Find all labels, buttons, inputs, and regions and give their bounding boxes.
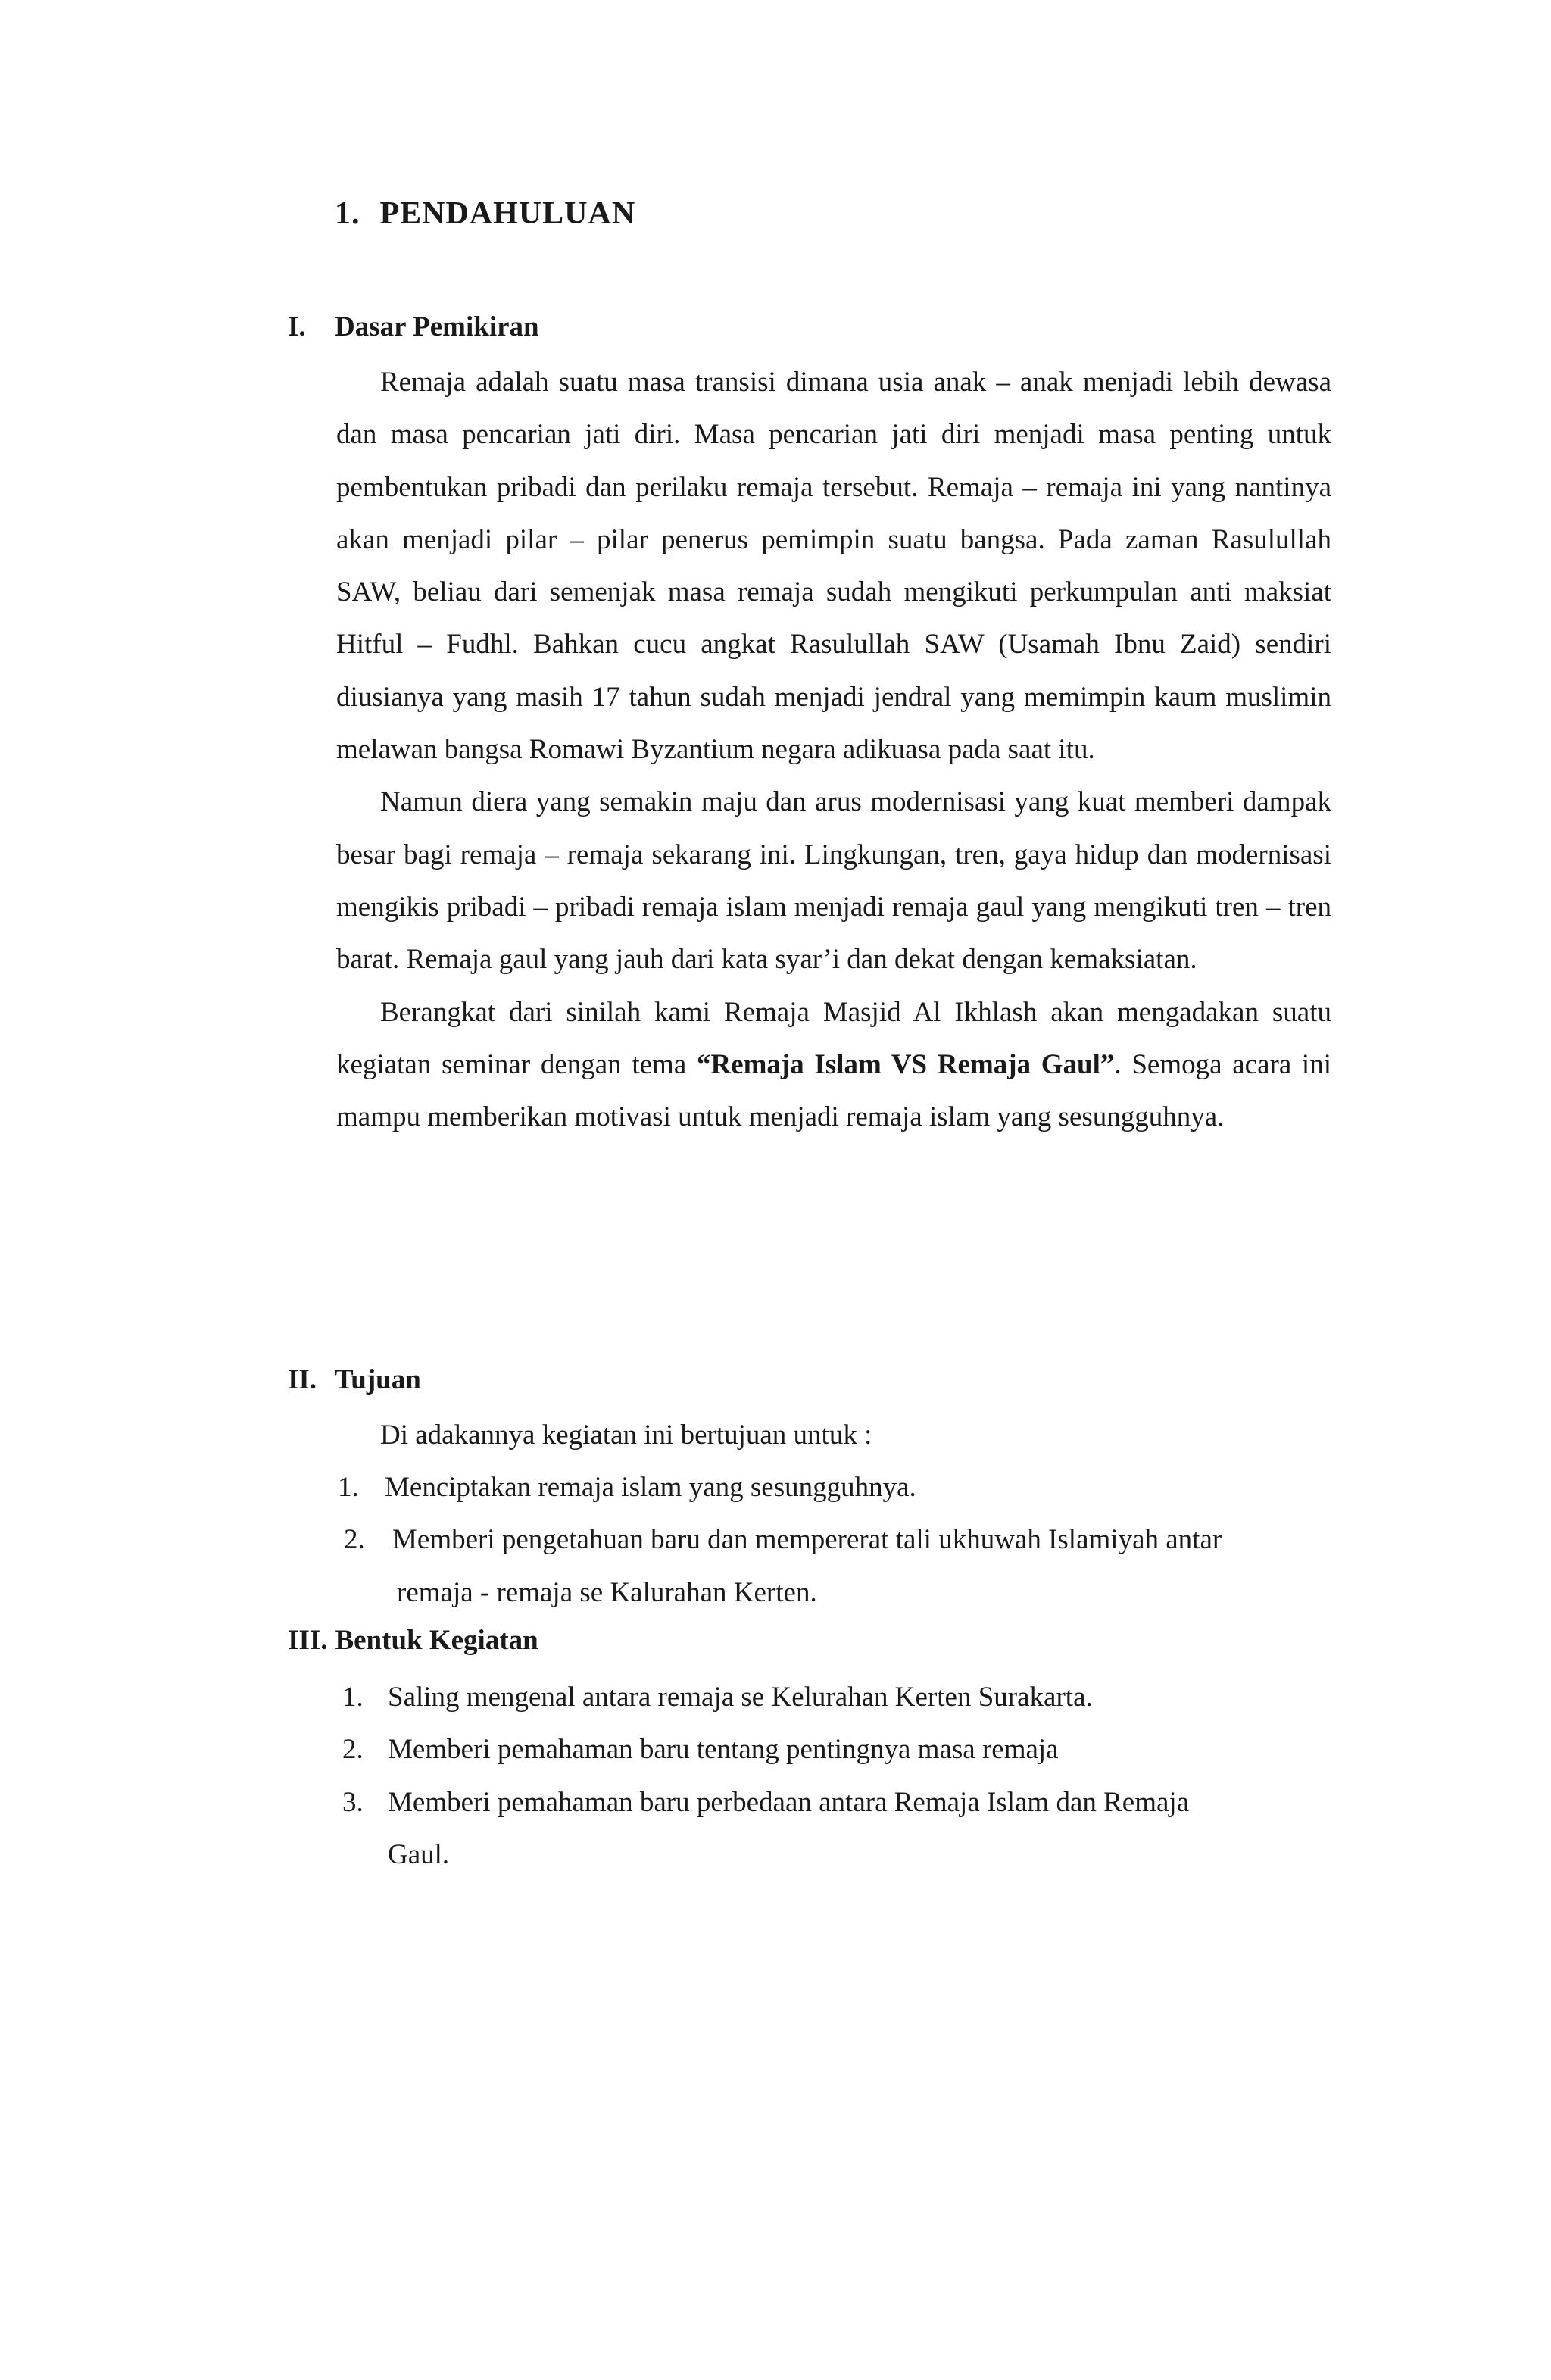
- list-item-text: Memberi pengetahuan baru dan mempererat tali ukhuwah Islamiyah antar: [392, 1524, 1222, 1556]
- list-item: [338, 1461, 1222, 1513]
- paragraph: Namun diera yang semakin maju dan arus modernisasi yang kuat memberi dampak besar bagi remaja – remaja sekarang ini. Lingkungan, tren, gaya hidup dan modernisasi mengikis pribadi – pribadi remaja islam menjadi remaja gaul yang mengikuti tren – tren barat. Remaja gaul yang jauh dari kata syar’i dan dekat dengan kemaksiatan.: [336, 786, 1331, 976]
- section-heading-dasar-pemikiran: [288, 311, 539, 343]
- seminar-theme: “Remaja Islam VS Remaja Gaul”: [696, 1048, 1115, 1080]
- list-item-text: Gaul.: [388, 1838, 450, 1870]
- list-item-number: 2.: [344, 1524, 365, 1556]
- list-item: [338, 1513, 1222, 1619]
- intro-text: Di adakannya kegiatan ini bertujuan untuk :: [380, 1420, 872, 1451]
- section-numeral: II.: [288, 1364, 317, 1395]
- section-title: Bentuk Kegiatan: [335, 1625, 538, 1656]
- list-item-number: 2.: [342, 1734, 364, 1766]
- list-tujuan: [338, 1461, 1222, 1619]
- list-item-number: 3.: [342, 1786, 364, 1818]
- paragraph: [336, 986, 1331, 1144]
- list-item-text: Saling mengenal antara remaja se Kelurahan Kerten Surakarta.: [388, 1682, 1093, 1713]
- list-item-text: Memberi pemahaman baru tentang pentingnya masa remaja: [388, 1734, 1059, 1766]
- paragraph: Remaja adalah suatu masa transisi dimana usia anak – anak menjadi lebih dewasa dan masa pencarian jati diri. Masa pencarian jati diri menjadi masa penting untuk pembentukan pribadi dan perilaku remaja tersebut. Remaja – remaja ini yang nantinya akan menjadi pilar – pilar penerus pemimpin suatu bangsa. Pada zaman Rasulullah SAW, beliau dari semenjak masa remaja sudah mengikuti perkumpulan anti maksiat Hitful – Fudhl. Bahkan cucu angkat Rasulullah SAW (Usamah Ibnu Zaid) sendiri diusianya yang masih 17 tahun sudah menjadi jendral yang memimpin kaum muslimin melawan bangsa Romawi Byzantium negara adikuasa pada saat itu.: [336, 367, 1331, 766]
- list-item-number: 1.: [342, 1682, 364, 1713]
- list-item-text: Menciptakan remaja islam yang sesungguhnya.: [385, 1472, 916, 1503]
- list-item-text: Memberi pemahaman baru perbedaan antara Remaja Islam dan Remaja: [388, 1786, 1190, 1818]
- section-intro-tujuan: [336, 1409, 1331, 1461]
- list-item: [342, 1723, 1189, 1776]
- paragraph-text: Berangkat dari sinilah kami Remaja Masjid Al Ikhlash akan mengadakan suatu kegiatan seminar dengan tema: [336, 996, 1331, 1080]
- title-number: 1.: [335, 196, 360, 231]
- paragraph-text: . Semoga acara ini mampu memberikan motivasi untuk menjadi remaja islam yang sesungguhnya.: [336, 1048, 1331, 1133]
- section-numeral: I.: [288, 311, 306, 342]
- list-item-number: 1.: [338, 1472, 359, 1503]
- section-title: Tujuan: [335, 1364, 421, 1395]
- list-item: [342, 1671, 1189, 1723]
- section-heading-tujuan: [288, 1363, 421, 1396]
- section-body-dasar-pemikiran: [336, 356, 1331, 1143]
- page-title: [335, 195, 635, 232]
- list-item: [342, 1776, 1189, 1882]
- list-bentuk-kegiatan: [342, 1671, 1189, 1881]
- section-title: Dasar Pemikiran: [335, 311, 539, 342]
- title-text: PENDAHULUAN: [379, 196, 636, 231]
- section-numeral: III.: [288, 1625, 328, 1656]
- list-item-text: remaja - remaja se Kalurahan Kerten.: [397, 1576, 817, 1608]
- section-heading-bentuk-kegiatan: [288, 1624, 538, 1657]
